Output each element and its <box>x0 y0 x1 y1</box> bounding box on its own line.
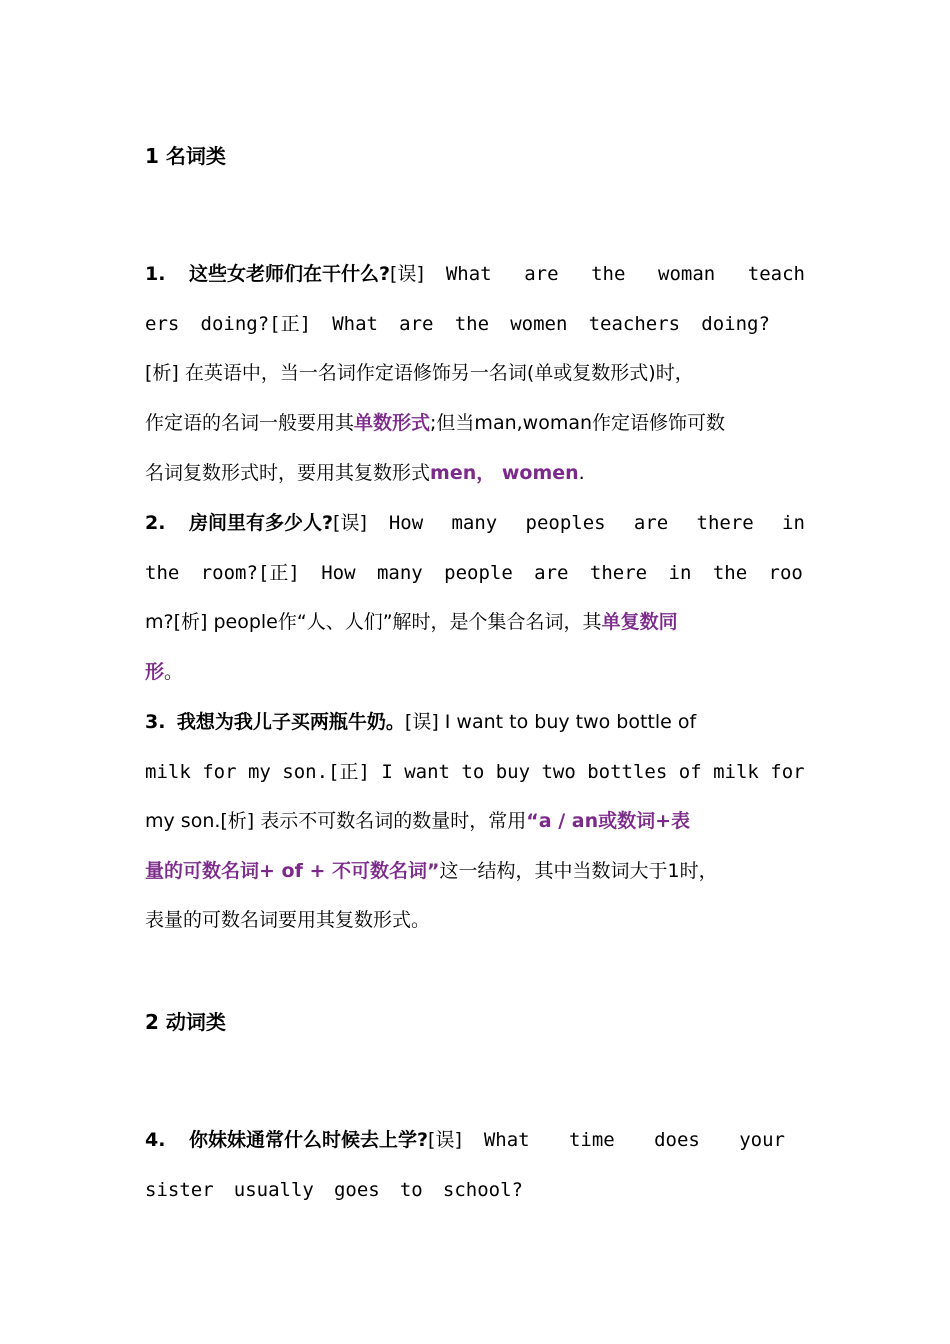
text: . <box>578 462 585 484</box>
highlight: 单数形式 <box>354 412 431 434</box>
section-heading-nouns: 1 名词类 <box>145 144 226 168</box>
section-heading-verbs: 2 动词类 <box>145 1010 226 1034</box>
q2-wrong-tag: [误] <box>333 512 367 534</box>
word: doing? <box>701 313 770 335</box>
text: m?[析] people作“人、人们”解时，是个集合名词，其 <box>145 611 602 633</box>
q4-line-2 <box>145 1178 523 1202</box>
word: there <box>696 512 754 534</box>
q3-line-3 <box>145 809 690 833</box>
text: my son.[析] 表示不可数名词的数量时，常用 <box>145 810 527 832</box>
word: time <box>568 1129 615 1151</box>
q2-line-4 <box>145 660 183 684</box>
word: goes <box>333 1179 380 1201</box>
q4-wrong-words <box>484 1128 785 1152</box>
word: school? <box>442 1179 523 1201</box>
word: room?[正] <box>200 562 300 584</box>
text: 。 <box>164 661 184 683</box>
word: What <box>483 1129 530 1151</box>
q2-line-1 <box>145 511 805 535</box>
word: the <box>591 263 626 285</box>
word: in <box>668 562 692 584</box>
word: people <box>444 562 513 584</box>
word: your <box>739 1129 785 1151</box>
word: in <box>782 512 805 534</box>
q1-number: 1. <box>145 263 166 285</box>
q2-line-2 <box>145 561 803 585</box>
highlight: 量的可数名词+ of + 不可数名词” <box>145 860 440 882</box>
word: are <box>524 263 559 285</box>
highlight: men， women <box>430 462 579 484</box>
word: sister <box>145 1179 214 1201</box>
word: the <box>712 562 748 584</box>
word: teach <box>747 263 805 285</box>
q2-wrong-words <box>389 511 805 535</box>
q3-line-4 <box>145 859 718 883</box>
text: ;但当man,woman作定语修饰可数 <box>430 412 726 434</box>
word: many <box>376 562 423 584</box>
word: What <box>332 313 378 335</box>
q1-line-5 <box>145 461 585 485</box>
q2-line-3 <box>145 610 678 634</box>
word: does <box>654 1129 700 1151</box>
word: teachers <box>588 313 681 335</box>
q1-wrong-words <box>446 262 805 286</box>
word: to <box>399 1179 423 1201</box>
highlight: “a / an或数词+表 <box>526 810 691 832</box>
text: 作定语的名词一般要用其 <box>145 412 355 434</box>
word: How <box>321 562 356 584</box>
word: are <box>633 512 669 534</box>
highlight: 形 <box>145 661 165 683</box>
word: are <box>399 313 434 335</box>
word: roo <box>768 562 803 584</box>
word: How <box>388 512 424 534</box>
word: many <box>451 512 498 534</box>
q1-question: 这些女老师们在干什么? <box>189 263 391 285</box>
word: usually <box>233 1179 314 1201</box>
q3-line-2: milk for my son.[正] I want to buy two bottles of milk for <box>145 761 805 783</box>
text: [误] I want to buy two bottle of <box>404 711 697 733</box>
word: woman <box>658 263 716 285</box>
q1-line-2 <box>145 312 770 336</box>
q2-question: 房间里有多少人? <box>189 512 334 534</box>
q4-wrong-tag: [误] <box>428 1129 462 1151</box>
word: are <box>534 562 569 584</box>
q1-line-4 <box>145 411 725 435</box>
word: peoples <box>525 512 606 534</box>
word: the <box>145 562 180 584</box>
highlight: 单复数同 <box>601 611 678 633</box>
text: 这一结构，其中当数词大于1时， <box>439 860 718 882</box>
q3-line-1 <box>145 710 696 734</box>
q3-line-5: 表量的可数名词要用其复数形式。 <box>145 909 431 931</box>
q1-wrong-tag: [误] <box>390 263 424 285</box>
word: ers <box>145 313 180 335</box>
word: the <box>454 313 490 335</box>
word: doing?[正] <box>200 313 312 335</box>
q1-line-1 <box>145 262 805 286</box>
q3-question: 我想为我儿子买两瓶牛奶。 <box>176 711 405 733</box>
word: women <box>510 313 568 335</box>
q1-line-3: [析] 在英语中，当一名词作定语修饰另一名词(单或复数形式)时， <box>145 362 694 384</box>
word: What <box>445 263 492 285</box>
q4-number: 4. <box>145 1129 166 1151</box>
q4-question: 你妹妹通常什么时候去上学? <box>189 1129 429 1151</box>
text: 名词复数形式时，要用其复数形式 <box>145 462 431 484</box>
word: there <box>589 562 648 584</box>
q4-line-1 <box>145 1128 785 1152</box>
q3-number: 3. <box>145 711 166 733</box>
q2-number: 2. <box>145 512 166 534</box>
